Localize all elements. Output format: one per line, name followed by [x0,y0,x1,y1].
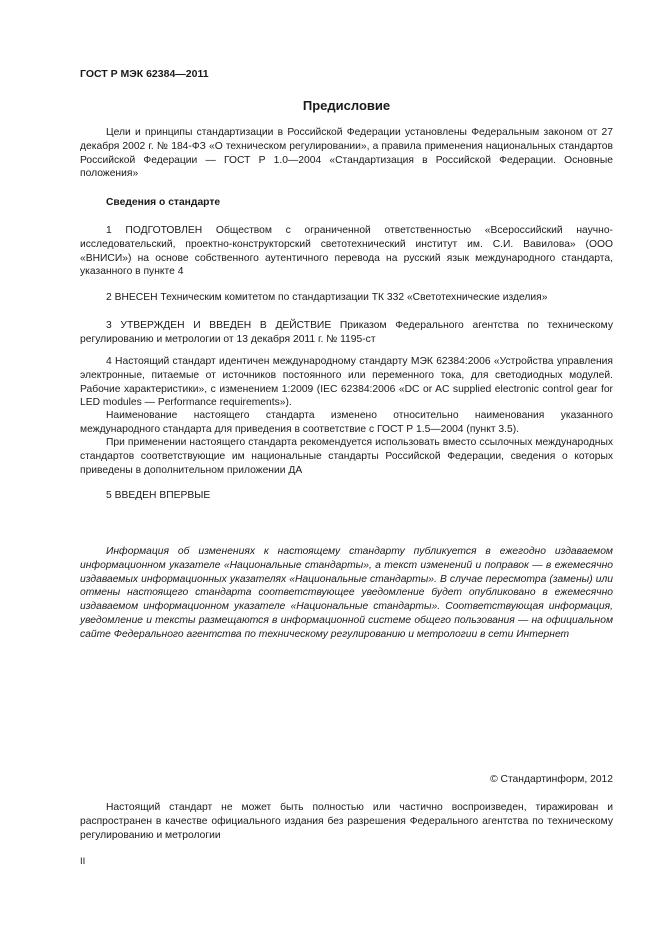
item-4-references: При применении настоящего стандарта рекомендуется использовать вместо ссылочных международных стандартов соответствующие им национальные стандарты Российской Федерации, сведения о которых приведены в дополнительном приложении ДА [80,437,613,476]
intro-paragraph: Цели и принципы стандартизации в Российской Федерации установлены Федеральным законом от 27 декабря 2002 г. № 184-ФЗ «О техническом регулировании», а правила применения национальных стандартов Российской Федерации — ГОСТ Р 1.0—2004 «Стандартизация в Российской Федерации. Основные положения» [80,127,613,180]
item-2-introduced: 2 ВНЕСЕН Техническим комитетом по стандартизации ТК 332 «Светотехнические изделия» [106,292,548,303]
item-3-approved: 3 УТВЕРЖДЕН И ВВЕДЕН В ДЕЙСТВИЕ Приказом Федерального агентства по техническому регулированию и метрологии от 13 декабря 2011 г. № 1195-ст [80,320,613,345]
copyright-line: © Стандартинформ, 2012 [490,774,613,785]
item-1-prepared: 1 ПОДГОТОВЛЕН Обществом с ограниченной ответственностью «Всероссийский научно-исследовательский, проектно-конструкторский светотехнический институт им. С.И. Вавилова» (ООО «ВНИСИ») на основе собственного аутентичного перевода на русский язык международного стандарта, указанного в пункте 4 [80,225,613,278]
document-code: ГОСТ Р МЭК 62384—2011 [80,68,209,80]
item-4-name-change: Наименование настоящего стандарта изменено относительно наименования указанного международного стандарта для приведения в соответствие с ГОСТ Р 1.5—2004 (пункт 3.5). [80,410,613,435]
change-information-notice: Информация об изменениях к настоящему стандарту публикуется в ежегодно издаваемом информационном указателе «Национальные стандарты», а текст изменений и поправок — в ежемесячно издаваемых информационных указателях «Национальные стандарты». В случае пересмотра (замены) или отмены настоящего стандарта соответствующее уведомление будет опубликовано в ежемесячно издаваемом информационном указателе «Национальные стандарты». Соответствующая информация, уведомление и тексты размещаются в информационной системе общего пользования — на официальном сайте Федерального агентства по техническому регулированию и метрологии в сети Интернет [80,546,613,640]
reproduction-notice: Настоящий стандарт не может быть полностью или частично воспроизведен, тиражирован и распространен в качестве официального издания без разрешения Федерального агентства по техническому регулированию и метрологии [80,802,613,841]
page-number: II [80,856,86,867]
item-5-introduced-first: 5 ВВЕДЕН ВПЕРВЫЕ [106,490,211,501]
section-heading: Сведения о стандарте [106,197,221,208]
item-4-identity: 4 Настоящий стандарт идентичен международному стандарту МЭК 62384:2006 «Устройства управления электронные, питаемые от источников постоянного или переменного тока, для светодиодных модулей. Рабочие характеристики», с изменением 1:2009 (IEC 62384:2006 «DC or AC supplied electronic control gear for LED modules — Performance requirements»). [80,356,613,409]
page-title: Предисловие [302,98,391,113]
